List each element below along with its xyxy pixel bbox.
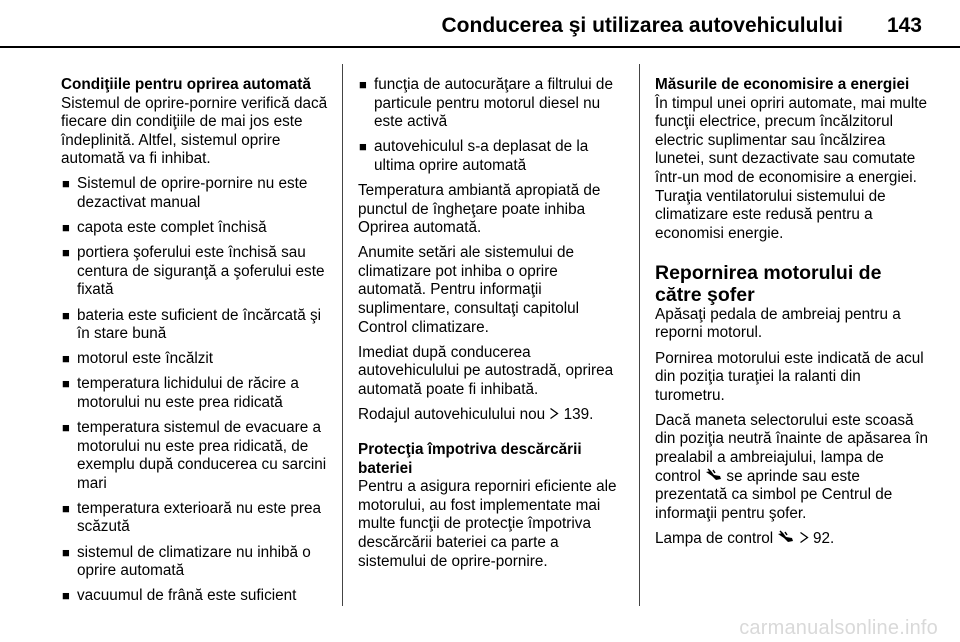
square-bullet-icon: ■ [62,544,70,560]
condition-list-continued [358,76,628,175]
page-reference-arrow-icon [799,531,809,544]
column-divider [639,64,640,606]
paragraph: În timpul unei opriri automate, mai multe funcţii electrice, precum încălzitorul electric suplimentar sau încălzirea lunetei, sunt dezactivate sau comutate într-un mod de economisire a energiei. Turaţia ventilatorului sistemului de climatizare este redusă pentru a economisi energie. [655,94,928,242]
autostop-lamp-icon [705,468,722,482]
section-heading-large: Repornirea motorului de către şofer [655,261,882,306]
list-item: ■ bateria este suficient de încărcată şi în stare bună [62,306,322,343]
column-2 [358,76,628,578]
column-1 [61,76,329,612]
list-item: ■ sistemul de climatizare nu inhibă o oprire automată [62,543,311,580]
list-item: ■ temperatura exterioară nu este prea scăzută [62,499,322,536]
square-bullet-icon: ■ [62,588,70,604]
page-title: Conducerea şi utilizarea autovehiculului [441,14,843,37]
list-item: ■ Sistemul de oprire-pornire nu este dezactivat manual [62,175,308,212]
paragraph: Pentru a asigura reporniri eficiente ale motorului, au fost implementate mai multe funcţii de protecţie împotriva descărcării bateriei ca parte a sistemului de oprire-pornire. [358,478,617,570]
square-bullet-icon: ■ [359,139,367,155]
section-heading: Condiţiile pentru oprirea automată [61,76,311,93]
paragraph: Sistemul de oprire-pornire verifică dacă fiecare din condiţiile de mai jos este îndeplinită. Altfel, sistemul oprire automată va fi inhibat. [61,94,328,168]
list-item: ■ portiera şoferului este închisă sau centura de siguranţă a şoferului este fixată [62,244,325,299]
square-bullet-icon: ■ [359,77,367,92]
square-bullet-icon: ■ [62,351,70,367]
list-item: ■ vacuumul de frână este suficient [62,587,297,605]
paragraph: Rodajul autovehiculului nou 139. [358,406,594,423]
autostop-lamp-icon [777,530,794,544]
list-item: ■ motorul este încălzit [62,350,214,368]
page-reference[interactable]: 139. [563,406,594,423]
column-divider [342,64,343,606]
paragraph: Pornirea motorului este indicată de acul din poziţia turaţiei la ralanti din turometru. [655,349,924,404]
list-item: ■ autovehiculul s-a deplasat de la ultima oprire automată [359,138,589,174]
square-bullet-icon: ■ [62,500,70,516]
section-heading: Măsurile de economisire a energiei [655,76,910,93]
list-item: ■ capota este complet închisă [62,219,267,237]
paragraph: Imediat după conducerea autovehiculului pe autostradă, oprirea automată poate fi inhibată. [358,343,614,398]
paragraph: Temperatura ambiantă apropiată de punctul de îngheţare poate inhiba Oprirea automată. [358,181,601,237]
square-bullet-icon: ■ [62,376,70,392]
paragraph: Apăsaţi pedala de ambreiaj pentru a reporni motorul. [655,305,901,342]
square-bullet-icon: ■ [62,220,70,236]
square-bullet-icon: ■ [62,420,70,435]
column-3 [655,76,929,555]
page-number: 143 [886,14,922,37]
condition-list [61,175,329,605]
page-header [0,14,922,38]
paragraph: Anumite setări ale sistemului de climatizare pot inhiba o oprire automată. Pentru informaţii suplimentare, consultaţi capitolul Control climatizare. [358,244,580,336]
list-item: ■ funcţia de autocurăţare a filtrului de particule pentru motorul diesel nu este activă [359,76,613,131]
square-bullet-icon: ■ [62,176,70,192]
paragraph: Lampa de control 92. [655,529,835,547]
list-item: ■ temperatura lichidului de răcire a motorului nu este prea ridicată [62,375,299,411]
paragraph: Dacă maneta selectorului este scoasă din poziţia neutră înainte de apăsarea în prealabil a ambreiajului, lampa de control se aprinde sau este prezentată ca simbol pe Centrul de informaţii pentru şofer. [655,411,928,522]
section-heading: Protecţia împotriva descărcării bateriei [358,441,582,477]
header-rule [0,46,960,48]
page-reference[interactable]: 92. [812,529,835,547]
square-bullet-icon: ■ [62,245,70,261]
list-item: ■ temperatura sistemul de evacuare a motorului nu este prea ridicată, de exemplu după conducerea cu sarcini mari [62,419,327,492]
watermark: carmanualsonline.info [739,617,938,639]
page-reference-arrow-icon [549,407,559,420]
square-bullet-icon: ■ [62,307,70,323]
